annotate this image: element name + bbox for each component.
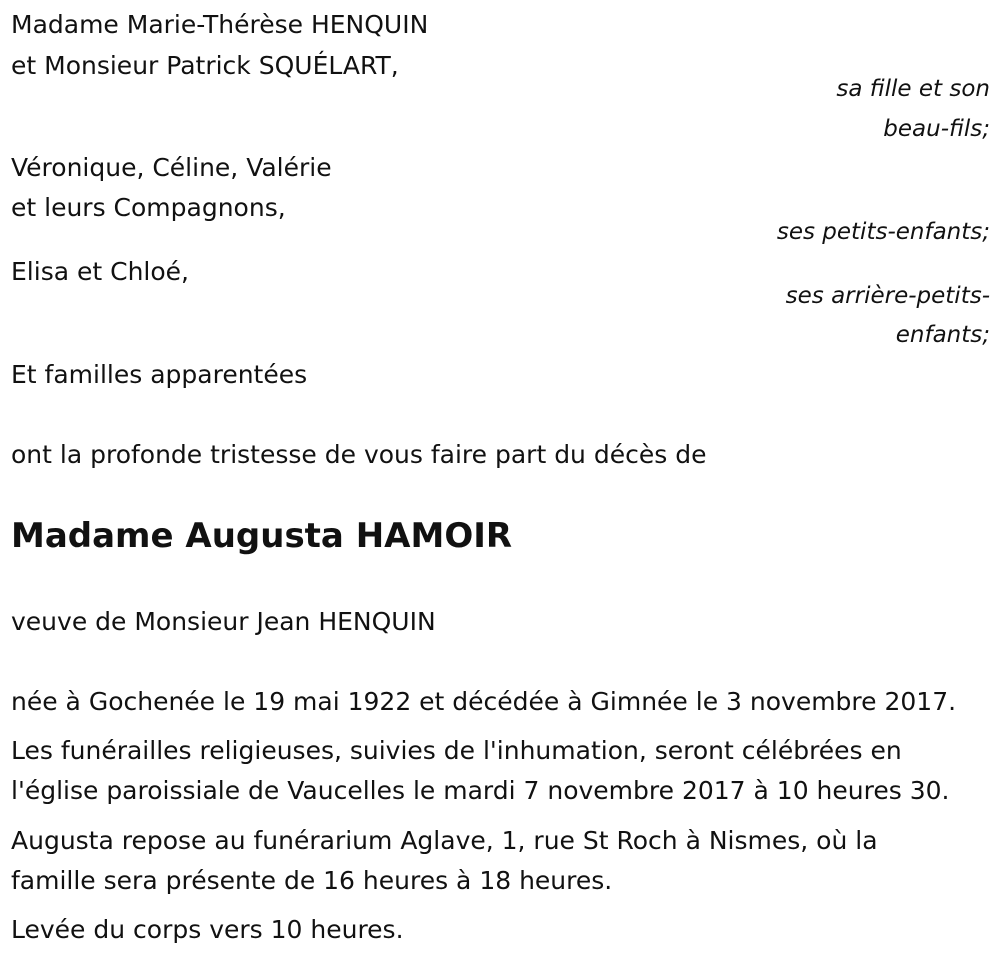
- role-daughter-line2: beau-fils;: [883, 116, 990, 142]
- family-line-companions: et leurs Compagnons,: [11, 193, 286, 222]
- funeral-text-line2: l'église paroissiale de Vaucelles le mardi 7 novembre 2017 à 10 heures 30.: [11, 776, 950, 805]
- role-great-grandchildren-line2: enfants;: [895, 322, 990, 348]
- family-line-relatives: Et familles apparentées: [11, 360, 308, 389]
- funeral-text-line1: Les funérailles religieuses, suivies de l'inhumation, seront célébrées en: [11, 736, 902, 765]
- family-line-son-in-law: et Monsieur Patrick SQUÉLART,: [11, 51, 399, 80]
- rest-text-line2: famille sera présente de 16 heures à 18 heures.: [11, 866, 613, 895]
- role-great-grandchildren-line1: ses arrière-petits-: [785, 283, 990, 309]
- birth-death-text: née à Gochenée le 19 mai 1922 et décédée à Gimnée le 3 novembre 2017.: [11, 687, 957, 716]
- family-line-great-grandchildren: Elisa et Chloé,: [11, 257, 189, 286]
- family-line-grandchildren: Véronique, Céline, Valérie: [11, 153, 332, 182]
- departure-text: Levée du corps vers 10 heures.: [11, 915, 404, 944]
- deceased-name: Madame Augusta HAMOIR: [11, 516, 513, 556]
- widow-of-text: veuve de Monsieur Jean HENQUIN: [11, 607, 436, 636]
- rest-text-line1: Augusta repose au funérarium Aglave, 1, rue St Roch à Nismes, où la: [11, 826, 878, 855]
- role-daughter-line1: sa fille et son: [836, 76, 990, 102]
- announcement-text: ont la profonde tristesse de vous faire part du décès de: [11, 440, 707, 469]
- role-grandchildren: ses petits-enfants;: [776, 219, 990, 245]
- family-line-daughter: Madame Marie-Thérèse HENQUIN: [11, 10, 429, 39]
